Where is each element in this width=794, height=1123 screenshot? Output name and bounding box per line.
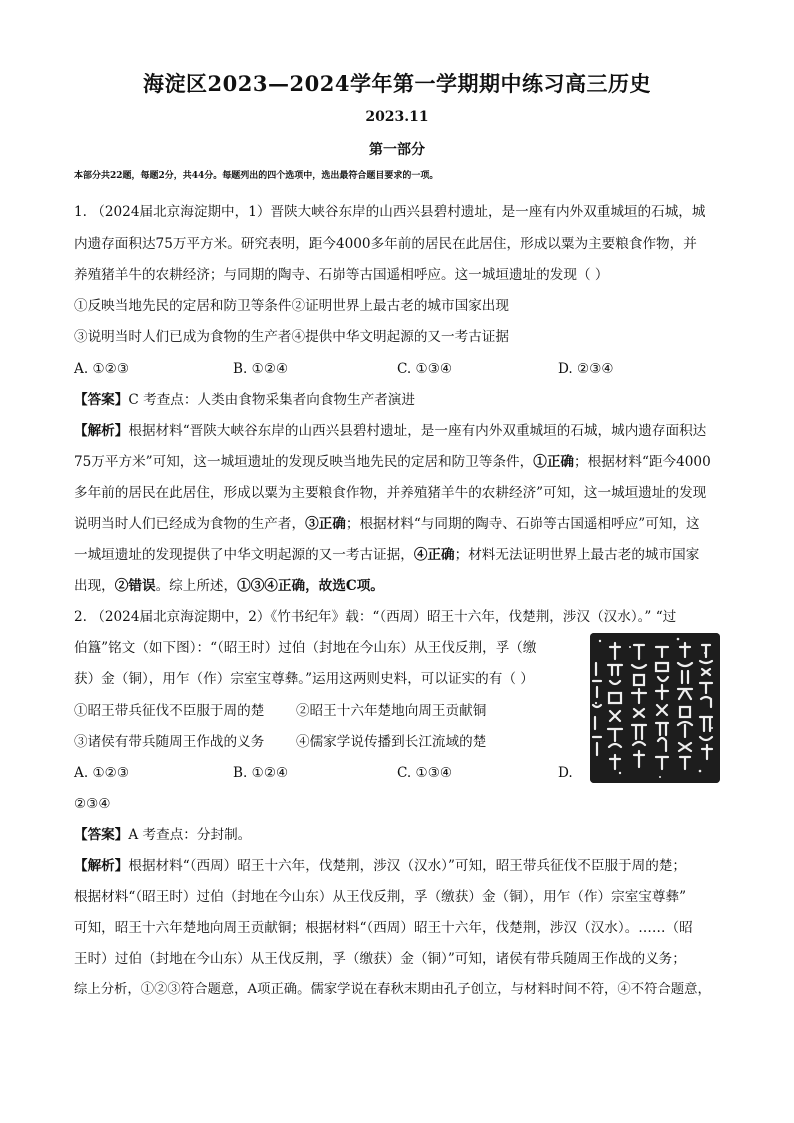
bronze-inscription-image	[590, 633, 720, 783]
q1-stem-line: 1. （2024届北京海淀期中，1）晋陕大峡谷东岸的山西兴县碧村遗址，是一座有内外双重城垣的石城，城	[74, 204, 706, 220]
analysis-tag: 【解析】	[74, 858, 129, 874]
inscription-rubbing-icon	[590, 633, 720, 783]
q1-statement: ①反映当地先民的定居和防卫等条件②证明世界上最古老的城市国家出现	[74, 298, 509, 314]
analysis-mark: ③正确	[305, 516, 346, 532]
q2-analysis-line: 王时）过伯（封地在今山东）从王伐反荆，孚（缴获）金（铜）”可知，诸侯有带兵随周王作战的义务；	[74, 951, 686, 967]
analysis-text: 根据材料“晋陕大峡谷东岸的山西兴县碧村遗址，是一座有内外双重城垣的石城，城内遗存面积达	[128, 423, 707, 439]
section-instructions: 本部分共22题，每题2分，共44分。每题列出的四个选项中，选出最符合题目要求的一项。	[74, 171, 439, 181]
q1-analysis-line	[74, 452, 711, 472]
analysis-tag: 【解析】	[74, 423, 129, 439]
section-heading: 第一部分	[369, 142, 425, 158]
q2-analysis-line: 综上分析，①②③符合题意，A项正确。儒家学说在春秋末期由孔子创立，与材料时间不符，④不符合题意，	[74, 982, 711, 997]
q1-option-a: A. ①②③	[74, 361, 130, 377]
analysis-text: 根据材料“（西周）昭王十六年，伐楚荆，涉汉（汉水）”可知，昭王带兵征伐不臣服于周的楚；	[128, 858, 687, 874]
exam-title: 海淀区2023—2024学年第一学期期中练习高三历史	[143, 71, 651, 96]
q1-stem-line: 养殖猪羊牛的农耕经济；与同期的陶寺、石峁等古国遥相呼应。这一城垣遗址的发现（ ）	[74, 267, 609, 283]
q1-analysis-line	[74, 514, 700, 534]
q1-option-c: C. ①③④	[397, 361, 453, 377]
q1-statement: ③说明当时人们已成为食物的生产者④提供中华文明起源的又一考古证据	[74, 329, 509, 345]
q2-stem-line: 2. （2024届北京海淀期中，2）《竹书纪年》载：“（西周）昭王十六年，伐楚荆，涉汉（汉水）。” “过	[74, 609, 677, 625]
answer-text: C 考查点：人类由食物采集者向食物生产者演进	[128, 392, 415, 408]
q2-analysis-line	[74, 856, 686, 876]
q2-option-d: D.	[558, 765, 573, 781]
q2-analysis-line: 可知，昭王十六年楚地向周王贡献铜；根据材料“（西周）昭王十六年，伐楚荆，涉汉（汉水）。……（昭	[74, 920, 693, 936]
q2-analysis-line: 根据材料“（昭王时）过伯（封地在今山东）从王伐反荆，孚（缴获）金（铜），用乍（作）宗室宝尊彝”	[74, 889, 687, 905]
answer-tag: 【答案】	[74, 827, 129, 843]
q1-answer	[74, 390, 415, 410]
q1-analysis-line: 多年前的居民在此居住，形成以粟为主要粮食作物，并养殖猪羊牛的农耕经济”可知，这一城垣遗址的发现	[74, 485, 707, 501]
analysis-mark: ②错误	[114, 578, 156, 594]
answer-tag: 【答案】	[74, 392, 129, 408]
q2-option-a: A. ①②③	[74, 765, 130, 781]
q2-stem-line: 伯簋”铭文（如下图）：“（昭王时）过伯（封地在今山东）从王伐反荆，孚（缴	[74, 640, 537, 656]
q1-analysis-line	[74, 576, 384, 596]
analysis-text: 75万平方米”可知，这一城垣遗址的发现反映当地先民的定居和防卫等条件，	[74, 454, 534, 470]
analysis-text: ；材料无法证明世界上最古老的城市国家	[454, 547, 700, 563]
exam-date: 2023.11	[365, 109, 429, 125]
q2-statement: ③诸侯有带兵随周王作战的义务	[74, 734, 265, 750]
q2-statement: ②昭王十六年楚地向周王贡献铜	[296, 703, 487, 719]
q2-statement: ①昭王带兵征伐不臣服于周的楚	[74, 703, 265, 719]
analysis-text: 说明当时人们已经成为食物的生产者，	[74, 516, 306, 532]
analysis-text: ；根据材料“与同期的陶寺、石峁等古国遥相呼应”可知，这	[345, 516, 700, 532]
analysis-text: ；根据材料“距今4000	[574, 454, 711, 470]
q2-option-c: C. ①③④	[397, 765, 453, 781]
analysis-mark: ①正确	[533, 454, 575, 470]
analysis-text: 出现，	[74, 578, 115, 594]
analysis-mark: ④正确	[413, 547, 455, 563]
q2-option-d-wrap: ②③④	[74, 796, 111, 812]
analysis-text: 。综上所述，	[155, 578, 238, 594]
q2-answer	[74, 825, 251, 845]
answer-text: A 考查点：分封制。	[128, 827, 252, 843]
q1-option-d: D. ②③④	[558, 361, 614, 377]
q1-option-b: B. ①②④	[233, 361, 289, 377]
q2-option-b: B. ①②④	[233, 765, 289, 781]
analysis-mark: ①③④正确，故选C项。	[237, 578, 384, 594]
q2-stem-line: 获）金（铜），用乍（作）宗室宝尊彝。”运用这两则史料，可以证实的有（ ）	[74, 671, 534, 687]
q1-stem-line: 内遗存面积达75万平方米。研究表明，距今4000多年前的居民在此居住，形成以粟为主要粮食作物，并	[74, 236, 697, 252]
q1-analysis-line	[74, 545, 699, 565]
analysis-text: 一城垣遗址的发现提供了中华文明起源的又一考古证据，	[74, 547, 414, 563]
q2-statement: ④儒家学说传播到长江流域的楚	[296, 734, 487, 750]
q1-analysis-line	[74, 421, 706, 441]
